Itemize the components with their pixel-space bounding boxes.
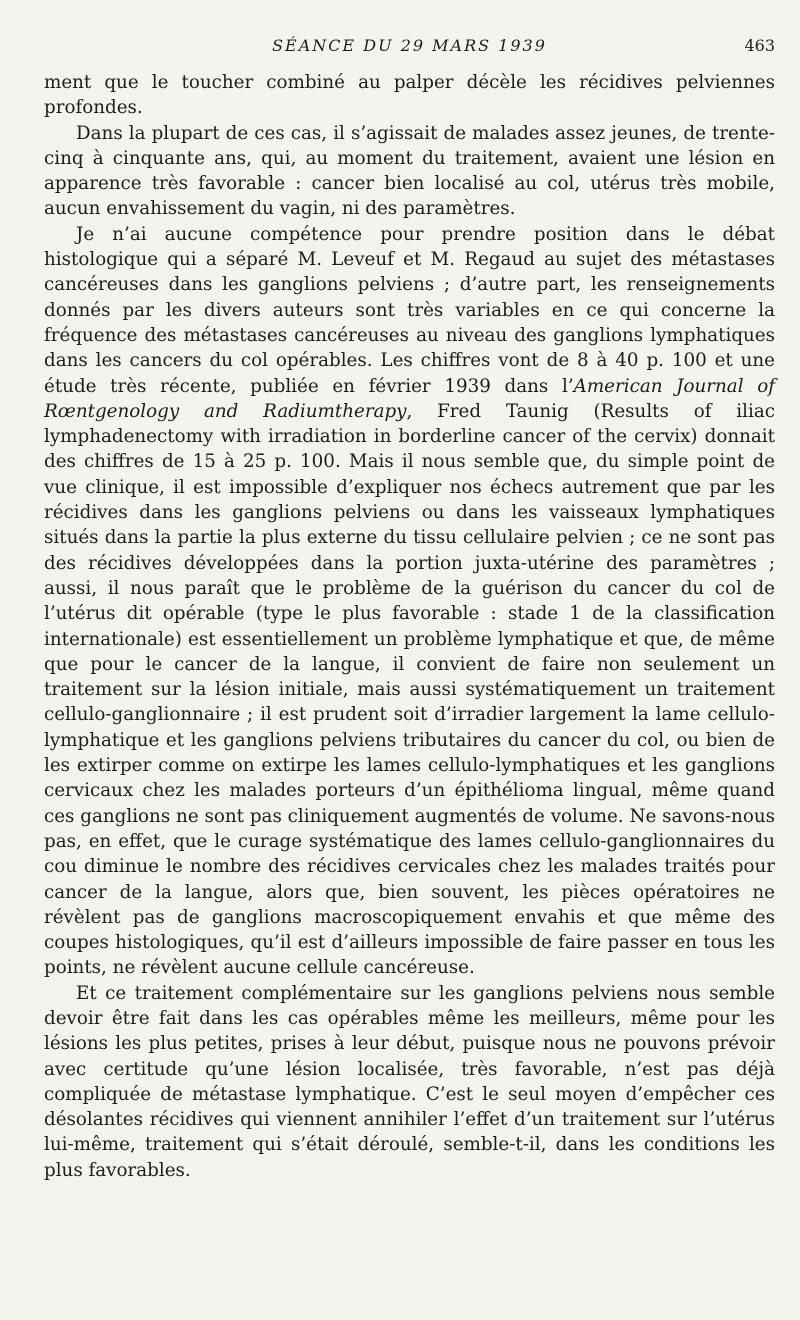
paragraph-text: Je n’ai aucune compétence pour prendre position dans le débat histologique qui a séparé M. Leveuf et M. Regaud au sujet des métastases cancéreuses dans les ganglions pelviens ; d’autre part, les renseignements donnés par les divers auteurs sont très variables en ce qui concerne la fréquence des métastases cancéreuses au niveau des ganglions lymphatiques dans les cancers du col opérables. Les chiffres vont de 8 à 40 p. 100 et une étude très récente, publiée en février 1939 dans l’ — [44, 223, 775, 397]
article-body — [44, 70, 775, 1183]
paragraph — [44, 981, 775, 1183]
page — [44, 32, 775, 1183]
page-number: 463 — [744, 36, 775, 55]
paragraph — [44, 222, 775, 981]
paragraph — [44, 121, 775, 222]
paragraph-text: Dans la plupart de ces cas, il s’agissait de malades assez jeunes, de trente-cinq à cinquante ans, qui, au moment du traitement, avaient une lésion en apparence très favorable : cancer bien localisé au col, utérus très mobile, aucun envahissement du vagin, ni des paramètres. — [44, 122, 775, 220]
paragraph-continued — [44, 70, 775, 121]
paragraph-text: ment que le toucher combiné au palper décèle les récidives pelviennes profondes. — [44, 72, 775, 119]
running-header — [44, 32, 775, 60]
paragraph-text: Et ce traitement complémentaire sur les ganglions pelviens nous semble devoir être fait dans les cas opérables même les meilleurs, même pour les lésions les plus petites, prises à leur début, puisque nous ne pouvons prévoir avec certitude qu’une lésion localisée, très favorable, n’est pas déjà compliquée de métastase lymphatique. C’est le seul moyen d’empêcher ces désolantes récidives qui viennent annihiler l’effet d’un traitement sur l’utérus lui-même, traitement qui s’était déroulé, semble-t-il, dans les conditions les plus favorables. — [44, 982, 775, 1181]
journal-title: American Journal of Rœntgenology and Radiumtherapy — [44, 375, 775, 422]
running-title: SÉANCE DU 29 MARS 1939 — [272, 36, 547, 55]
paragraph-text: , Fred Taunig (Results of iliac lymphadenectomy with irradiation in borderline cancer of the cervix) donnait des chiffres de 15 à 25 p. 100. Mais il nous semble que, du simple point de vue clinique, il est impossible d’expliquer nos échecs autrement que par les récidives dans les ganglions pelviens ou dans les vaisseaux lymphatiques situés dans la partie la plus externe du tissu cellulaire pelvien ; ce ne sont pas des récidives développées dans la portion juxta-utérine des paramètres ; aussi, il nous paraît que le problème de la guérison du cancer du col de l’utérus dit opérable (type le plus favorable : stade 1 de la classification internationale) est essentiellement un problème lymphatique et que, de même que pour le cancer de la langue, il convient de faire non seulement un traitement sur la lésion initiale, mais aussi systématiquement un traitement cellulo-ganglionnaire ; il est prudent soit d’irradier largement la lame cellulo-lymphatique et les ganglions pelviens tributaires du cancer du col, ou bien de les extirper comme on extirpe les lames cellulo-lymphatiques et les ganglions cervicaux chez les malades porteurs d’un épithélioma lingual, même quand ces ganglions ne sont pas cliniquement augmentés de volume. Ne savons-nous pas, en effet, que le curage systématique des lames cellulo-ganglionnaires du cou diminue le nombre des récidives cervicales chez les malades traités pour cancer de la langue, alors que, bien souvent, les pièces opératoires ne révèlent pas de ganglions macroscopiquement envahis et que même des coupes histologiques, qu’il est d’ailleurs impossible de faire passer en tous les points, ne révèlent aucune cellule cancéreuse. — [44, 400, 775, 979]
